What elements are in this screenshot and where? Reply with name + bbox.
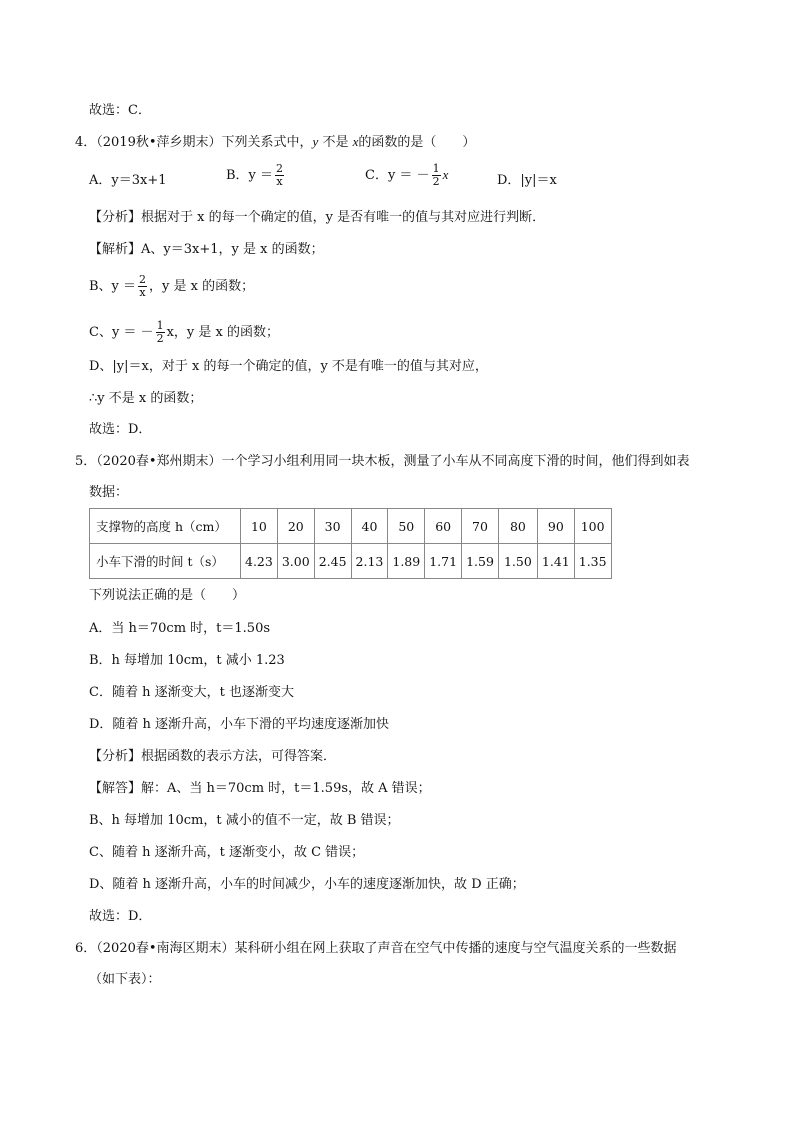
q4-option-a: A．y＝3x+1 [89,173,167,188]
q5-solution-1: 【解答】解：A、当 h＝70cm 时，t＝1.59s，故 A 错误； [89,781,431,796]
var-x: x [352,134,359,149]
q5-option-d: D．随着 h 逐渐升高，小车下滑的平均速度逐渐加快 [89,717,390,732]
answer-line: 故选：C． [89,103,151,118]
q4-solution-d: D、|y|＝x，对于 x 的每一个确定的值，y 不是有唯一的值与其对应， [89,359,488,374]
table-cell: 2.45 [314,544,351,579]
q4-solution-b-pre: B、y ＝ [89,279,137,294]
table-cell: 1.41 [537,544,574,579]
table-row-label: 支撑物的高度 h（cm） [90,509,241,544]
fraction: $\frac{1}{2}$ [432,162,440,188]
table-row [90,544,612,579]
fraction: $\frac{1}{2}$ [156,319,164,345]
q5-analysis: 【分析】根据函数的表示方法，可得答案． [89,749,337,764]
q4-solution-a: 【解析】A、y＝3x+1，y 是 x 的函数； [89,242,324,257]
table-row [90,509,612,544]
q4-answer: 故选：D． [89,422,152,437]
q5-answer: 故选：D． [89,909,152,924]
q4-solution-c [89,320,279,345]
q4-option-c-pre: C．y ＝ － [365,168,430,183]
q5-option-a: A．当 h＝70cm 时，t＝1.50s [89,621,271,636]
q5-solution-4: D、随着 h 逐渐升高，小车的时间减少，小车的速度逐渐加快，故 D 正确； [89,877,525,892]
q5-stem-line1: 5．（2020春•郑州期末）一个学习小组利用同一块木板，测量了小车从不同高度下滑的时间，他们得到如表 [75,454,690,469]
q4-analysis: 【分析】根据对于 x 的每一个确定的值，y 是否有唯一的值与其对应进行判断． [89,210,546,225]
q5-ask: 下列说法正确的是（ ） [89,588,246,603]
fraction: $\frac{2}{x}$ [276,162,284,188]
q4-stem-mid1: 不是 [322,135,349,150]
q6-stem-line2: （如下表）： [89,972,161,987]
table-cell: 1.89 [388,544,425,579]
q4-option-c: C．y ＝ － $\frac{1}{2}$ x [365,162,449,188]
table-cell: 80 [498,509,537,544]
q4-option-b [226,163,286,188]
table-cell: 1.71 [425,544,462,579]
table-cell: 100 [574,509,611,544]
q4-option-d: D．|y|＝x [497,173,557,188]
table-cell: 40 [351,509,388,544]
var-y: y [312,134,319,149]
table-cell: 90 [537,509,574,544]
table-cell: 70 [462,509,499,544]
q5-solution-2: B、h 每增加 10cm，t 减小的值不一定，故 B 错误； [89,813,400,828]
q5-option-c: C．随着 h 逐渐变大，t 也逐渐变大 [89,685,294,700]
q4-solution-d2: ∴y 不是 x 的函数； [89,391,203,406]
table-cell: 60 [425,509,462,544]
table-cell: 1.59 [462,544,499,579]
q5-solution-3: C、随着 h 逐渐升高，t 逐渐变小，故 C 错误； [89,845,365,860]
q4-solution-b [89,274,254,299]
q4-solution-b-post: ，y 是 x 的函数； [149,279,255,294]
table-cell: 1.50 [498,544,537,579]
q4-solution-c-post: x，y 是 x 的函数； [166,325,279,340]
q4-option-b-pre: B．y ＝ [226,168,274,183]
table-cell: 10 [241,509,278,544]
q4-stem [75,133,475,152]
table-cell: 1.35 [574,544,611,579]
q5-stem-line2: 数据： [89,485,129,500]
table-cell: 2.13 [351,544,388,579]
fraction: $\frac{2}{x}$ [139,273,147,299]
q4-stem-mid2: 的函数的是（ ） [358,135,476,150]
table-row-label: 小车下滑的时间 t（s） [90,544,241,579]
table-cell: 4.23 [241,544,278,579]
q6-stem-line1: 6．（2020春•南海区期末）某科研小组在网上获取了声音在空气中传播的速度与空气温度关系的一些数据 [75,941,677,956]
q4-stem-pre: 4．（2019秋•萍乡期末）下列关系式中， [75,135,313,150]
table-cell: 30 [314,509,351,544]
table-cell: 20 [277,509,314,544]
q4-solution-c-pre: C、y ＝ － [89,325,154,340]
table-cell: 50 [388,509,425,544]
table-cell: 3.00 [277,544,314,579]
data-table [89,508,612,579]
q5-option-b: B．h 每增加 10cm，t 减小 1.23 [89,653,285,668]
